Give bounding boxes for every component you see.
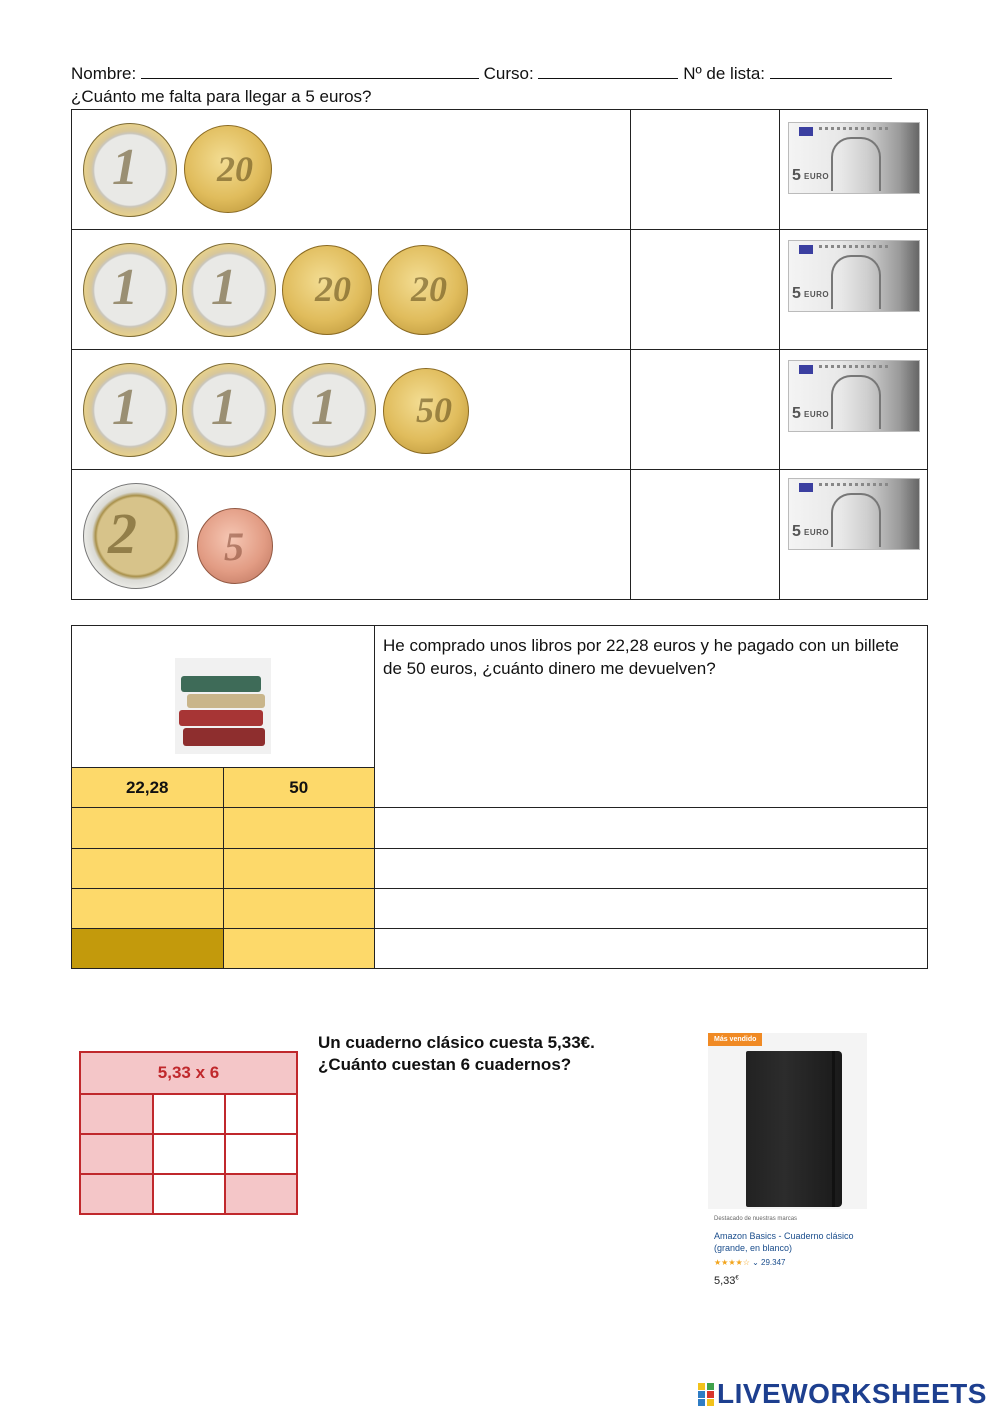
coin-2-euro: 2 [83, 483, 189, 589]
answer-cell-dark[interactable] [72, 929, 224, 969]
mult-cell[interactable] [80, 1174, 153, 1214]
featured-label: Destacado de nuestras marcas [714, 1216, 798, 1222]
coin-20-cent: 20 [184, 125, 272, 213]
notebook-question-line2: ¿Cuánto cuestan 6 cuadernos? [318, 1055, 572, 1074]
product-card [708, 1033, 868, 1293]
mult-cell[interactable] [225, 1134, 297, 1174]
answer-cell[interactable] [223, 849, 375, 889]
liveworksheets-logo [698, 1378, 987, 1410]
banknote-cell-4 [780, 470, 928, 600]
mult-cell[interactable] [153, 1174, 225, 1214]
course-blank[interactable] [538, 62, 678, 79]
coins-cell-4 [72, 470, 631, 600]
books-image-cell [72, 626, 375, 768]
coin-20-cent: 20 [378, 245, 468, 335]
mult-cell[interactable] [225, 1174, 297, 1214]
answer-cell[interactable] [72, 889, 224, 929]
brand-name: LIVEWORKSHEETS [717, 1378, 987, 1409]
banknote-5-euro: 5 EURO [788, 240, 920, 312]
coin-1-euro: 1 [83, 243, 177, 337]
answer-cell[interactable] [223, 808, 375, 849]
answer-cell[interactable] [223, 889, 375, 929]
product-image-area [708, 1033, 867, 1209]
banknote-5-euro: 5 EURO [788, 122, 920, 194]
multiplication-header: 5,33 x 6 [80, 1052, 297, 1094]
coins-cell-3 [72, 350, 631, 470]
banknote-5-euro: 5 EURO [788, 360, 920, 432]
work-line[interactable] [375, 808, 928, 849]
answer-cell[interactable] [223, 929, 375, 969]
name-label: Nombre: [71, 64, 137, 83]
bestseller-badge: Más vendido [708, 1033, 762, 1046]
header-line [71, 62, 892, 84]
list-label: Nº de lista: [683, 64, 765, 83]
coins-cell-2 [72, 230, 631, 350]
books-question-cell [375, 626, 928, 808]
answer-cell[interactable] [72, 849, 224, 889]
answer-cell[interactable] [72, 808, 224, 849]
banknote-5-euro: 5 EURO [788, 478, 920, 550]
stars-icon: ★★★★☆ [714, 1258, 750, 1267]
work-line[interactable] [375, 849, 928, 889]
logo-blocks-icon [698, 1383, 715, 1406]
coin-50-cent: 50 [383, 368, 469, 454]
coin-1-euro: 1 [182, 243, 276, 337]
answer-cell-2[interactable] [631, 230, 780, 350]
coin-1-euro: 1 [83, 363, 177, 457]
answer-cell-3[interactable] [631, 350, 780, 470]
banknote-cell-3 [780, 350, 928, 470]
rating: ★★★★☆ ⌄ 29.347 [714, 1258, 786, 1267]
banknote-cell-2 [780, 230, 928, 350]
mult-cell[interactable] [80, 1094, 153, 1134]
coin-1-euro: 1 [83, 123, 177, 217]
review-count: 29.347 [761, 1258, 786, 1267]
paid-cell: 50 [223, 768, 375, 808]
course-label: Curso: [483, 64, 534, 83]
notebook-image [746, 1051, 842, 1207]
question-title: ¿Cuánto me falta para llegar a 5 euros? [71, 87, 372, 106]
coins-table [71, 109, 928, 600]
books-problem-table [71, 625, 928, 969]
coins-cell-1 [72, 110, 631, 230]
product-price: 5,33€ [714, 1275, 739, 1287]
coin-5-cent: 5 [197, 508, 273, 584]
banknote-cell-1 [780, 110, 928, 230]
work-line[interactable] [375, 929, 928, 969]
mult-cell[interactable] [153, 1094, 225, 1134]
coin-20-cent: 20 [282, 245, 372, 335]
work-line[interactable] [375, 889, 928, 929]
coin-1-euro: 1 [182, 363, 276, 457]
list-blank[interactable] [770, 62, 892, 79]
mult-cell[interactable] [153, 1134, 225, 1174]
answer-cell-1[interactable] [631, 110, 780, 230]
books-question: He comprado unos libros por 22,28 euros y he pagado con un billete de 50 euros, ¿cuánto dinero me devuelven? [383, 636, 900, 678]
product-title[interactable]: Amazon Basics - Cuaderno clásico (grande, en blanco) [714, 1231, 854, 1253]
mult-cell[interactable] [225, 1094, 297, 1134]
books-icon [175, 658, 271, 754]
mult-cell[interactable] [80, 1134, 153, 1174]
price-cell: 22,28 [72, 768, 224, 808]
coin-1-euro: 1 [282, 363, 376, 457]
notebook-question [318, 1032, 595, 1076]
notebook-question-line1: Un cuaderno clásico cuesta 5,33€. [318, 1033, 595, 1052]
answer-cell-4[interactable] [631, 470, 780, 600]
multiplication-table [79, 1051, 298, 1215]
name-blank[interactable] [141, 62, 479, 79]
